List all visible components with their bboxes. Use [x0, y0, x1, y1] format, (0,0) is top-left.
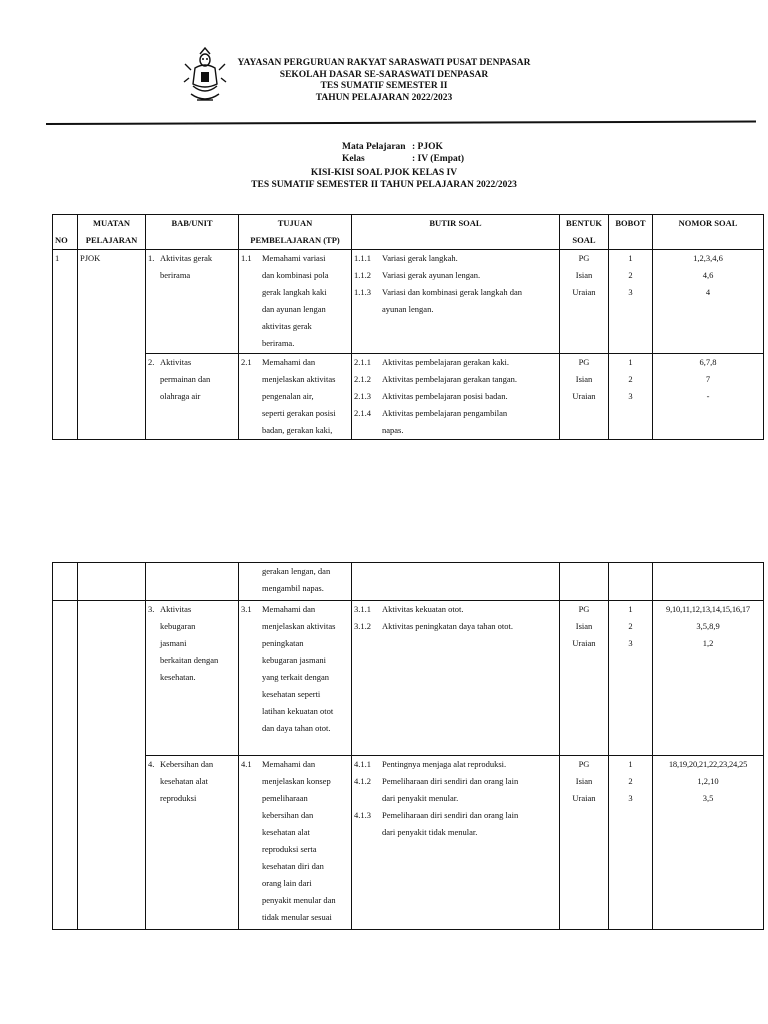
col-muatan: MUATAN PELAJARAN: [78, 215, 146, 250]
table-row: [53, 601, 764, 756]
row-no: 1: [53, 250, 78, 440]
nomor-cell: 18,19,20,21,22,23,24,25 1,2,10 3,5: [653, 756, 764, 930]
bab-cell: 1. Aktivitas gerak berirama: [146, 250, 239, 354]
tp-cell: 1.1 Memahami variasi dan kombinasi pola gerak langkah kaki dan ayunan lengan aktivitas gerak berirama.: [239, 250, 352, 354]
mapel-label: Mata Pelajaran: [342, 142, 406, 152]
col-bab: BAB/UNIT: [146, 215, 239, 250]
butir-cell: 4.1.1 Pentingnya menjaga alat reproduksi. 4.1.2 Pemeliharaan diri sendiri dan orang lain dari penyakit menular. 4.1.3 Pemeliharaan diri sendiri dan orang lain dari penyakit tidak menular.: [352, 756, 560, 930]
kisi-kisi-table-continued: [52, 562, 764, 930]
subject-info: [342, 141, 464, 165]
school-header: [150, 58, 618, 104]
bab-cell: 3. Aktivitas kebugaran jasmani berkaitan dengan kesehatan.: [146, 601, 239, 756]
table-header-row: [53, 215, 764, 250]
col-bentuk: BENTUK SOAL: [560, 215, 609, 250]
nomor-cell: 9,10,11,12,13,14,15,16,17 3,5,8,9 1,2: [653, 601, 764, 756]
header-divider: [46, 121, 756, 125]
kisi-kisi-table: [52, 214, 764, 440]
col-no: NO: [53, 215, 78, 250]
table-row: [53, 756, 764, 930]
col-butir: BUTIR SOAL: [352, 215, 560, 250]
bab-cell: 2. Aktivitas permainan dan olahraga air: [146, 354, 239, 440]
kelas-label: Kelas: [342, 154, 365, 164]
title-line-2: TES SUMATIF SEMESTER II TAHUN PELAJARAN 2022/2023: [251, 180, 517, 190]
header-year: TAHUN PELAJARAN 2022/2023: [315, 92, 453, 103]
bentuk-cell: PG Isian Uraian: [560, 354, 609, 440]
bobot-cell: 1 2 3: [609, 601, 653, 756]
col-bobot: BOBOT: [609, 215, 653, 250]
header-test: TES SUMATIF SEMESTER II: [320, 81, 448, 91]
nomor-cell: 6,7,8 7 -: [653, 354, 764, 440]
kelas-value: : IV (Empat): [412, 154, 465, 164]
bab-cell: 4. Kebersihan dan kesehatan alat reproduksi: [146, 756, 239, 930]
table-row: [53, 563, 764, 601]
mapel-value: : PJOK: [412, 142, 443, 152]
title-line-1: KISI-KISI SOAL PJOK KELAS IV: [310, 168, 458, 178]
header-school: SEKOLAH DASAR SE-SARASWATI DENPASAR: [279, 69, 489, 80]
tp-cell: 3.1 Memahami dan menjelaskan aktivitas peningkatan kebugaran jasmani yang terkait dengan kesehatan seperti latihan kekuatan otot dan daya tahan otot.: [239, 601, 352, 756]
bentuk-cell: PG Isian Uraian: [560, 601, 609, 756]
bentuk-cell: PG Isian Uraian: [560, 756, 609, 930]
nomor-cell: 1,2,3,4,6 4,6 4: [653, 250, 764, 354]
document-title: [150, 167, 618, 191]
header-foundation: YAYASAN PERGURUAN RAKYAT SARASWATI PUSAT DENPASAR: [237, 58, 531, 68]
row-muatan: PJOK: [78, 250, 146, 440]
bobot-cell: 1 2 3: [609, 354, 653, 440]
bobot-cell: 1 2 3: [609, 756, 653, 930]
butir-cell: 1.1.1 Variasi gerak langkah. 1.1.2 Variasi gerak ayunan lengan. 1.1.3 Variasi dan kombinasi gerak langkah dan ayunan lengan.: [352, 250, 560, 354]
table-row: [53, 250, 764, 354]
tp-cell: 2.1 Memahami dan menjelaskan aktivitas pengenalan air, seperti gerakan posisi badan, gerakan kaki,: [239, 354, 352, 440]
butir-cell: 3.1.1 Aktivitas kekuatan otot. 3.1.2 Aktivitas peningkatan daya tahan otot.: [352, 601, 560, 756]
bentuk-cell: PG Isian Uraian: [560, 250, 609, 354]
bobot-cell: 1 2 3: [609, 250, 653, 354]
col-nomor: NOMOR SOAL: [653, 215, 764, 250]
table-row: [53, 354, 764, 440]
tp-cell: gerakan lengan, dan mengambil napas.: [239, 563, 352, 601]
tp-cell: 4.1 Memahami dan menjelaskan konsep pemeliharaan kebersihan dan kesehatan alat reproduksi serta kesehatan diri dan orang lain dari penyakit menular dan tidak menular sesuai: [239, 756, 352, 930]
butir-cell: 2.1.1 Aktivitas pembelajaran gerakan kaki. 2.1.2 Aktivitas pembelajaran gerakan tangan. 2.1.3 Aktivitas pembelajaran posisi badan. 2.1.4 Aktivitas pembelajaran pengambilan napas.: [352, 354, 560, 440]
col-tp: TUJUAN PEMBELAJARAN (TP): [239, 215, 352, 250]
